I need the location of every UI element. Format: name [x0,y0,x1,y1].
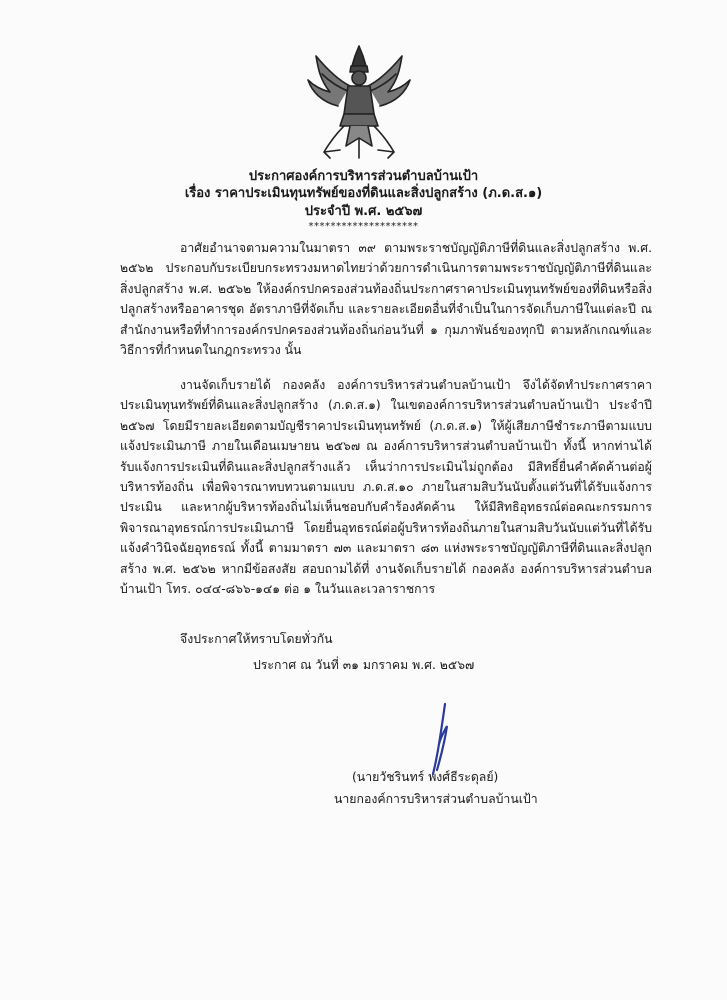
paragraph-1 [120,238,652,360]
signatory-title: นายกองค์การบริหารส่วนตำบลบ้านเป้า [334,792,538,806]
signatory-name: (นายวัชรินทร์ พงศ์ธีระดุลย์) [352,770,499,784]
paragraph-1-text: อาศัยอำนาจตามความในมาตรา ๓๙ ตามพระราชบัญญัติภาษีที่ดินและสิ่งปลูกสร้าง พ.ศ. ๒๕๖๒ ประกอบกับระเบียบกระทรวงมหาดไทยว่าด้วยการดำเนินการตามพระราชบัญญัติภาษีที่ดินและสิ่งปลูกสร้าง พ.ศ. ๒๕๖๒ ให้องค์กรปกครองส่วนท้องถิ่นประกาศราคาประเมินทุนทรัพย์ของที่ดินหรือสิ่งปลูกสร้างหรืออาคารชุด อัตราภาษีที่จัดเก็บ และรายละเอียดอื่นที่จำเป็นในการจัดเก็บภาษีในแต่ละปี ณ สำนักงานหรือที่ทำการองค์กรปกครองส่วนท้องถิ่นก่อนวันที่ ๑ กุมภาพันธ์ของทุกปี ตามหลักเกณฑ์และวิธีการที่กำหนดในกฎกระทรวง นั้น [120,241,652,358]
paragraph-2 [120,375,652,599]
announcement-subject: เรื่อง ราคาประเมินทุนทรัพย์ของที่ดินและสิ่งปลูกสร้าง (ภ.ด.ส.๑) [184,186,543,201]
date-line: ประกาศ ณ วันที่ ๓๑ มกราคม พ.ศ. ๒๕๖๗ [253,658,475,672]
separator-stars: ******************** [308,221,419,232]
garuda-emblem [300,42,418,162]
paragraph-2-text: งานจัดเก็บรายได้ กองคลัง องค์การบริหารส่วนตำบลบ้านเป้า จึงได้จัดทำประกาศราคาประเมินทุนทรัพย์ที่ดินและสิ่งปลูกสร้าง (ภ.ด.ส.๑) ในเขตองค์การบริหารส่วนตำบลบ้านเป้า ประจำปี ๒๕๖๗ โดยมีรายละเอียดตามบัญชีราคาประเมินทุนทรัพย์ (ภ.ด.ส.๑) ให้ผู้เสียภาษีชำระภาษีตามแบบแจ้งประเมินภาษี ภายในเดือนเมษายน ๒๕๖๗ ณ องค์การบริหารส่วนตำบลบ้านเป้า ทั้งนี้ หากท่านได้รับแจ้งการประเมินที่ดินและสิ่งปลูกสร้างแล้ว เห็นว่าการประเมินไม่ถูกต้อง มีสิทธิ์ยื่นคำคัดค้านต่อผู้บริหารท้องถิ่น เพื่อพิจารณาทบทวนตามแบบ ภ.ด.ส.๑๐ ภายในสามสิบวันนับตั้งแต่วันที่ได้รับแจ้งการประเมิน และหากผู้บริหารท้องถิ่นไม่เห็นชอบกับคำร้องคัดค้าน ให้มีสิทธิอุทธรณ์ต่อคณะกรรมการพิจารณาอุทธรณ์การประเมินภาษี โดยยื่นอุทธรณ์ต่อผู้บริหารท้องถิ่นภายในสามสิบวันนับแต่วันที่ได้รับแจ้งคำวินิจฉัยอุทธรณ์ ทั้งนี้ ตามมาตรา ๗๓ และมาตรา ๘๓ แห่งพระราชบัญญัติภาษีที่ดินและสิ่งปลูกสร้าง พ.ศ. ๒๕๖๒ หากมีข้อสงสัย สอบถามได้ที่ งานจัดเก็บรายได้ กองคลัง องค์การบริหารส่วนตำบลบ้านเป้า โทร. ๐๔๔-๘๖๖-๑๔๑ ต่อ ๑ ในวันและเวลาราชการ [120,378,652,597]
announcement-title: ประกาศองค์การบริหารส่วนตำบลบ้านเป้า [248,169,479,184]
closing-line: จึงประกาศให้ทราบโดยทั่วกัน [180,632,333,646]
announcement-year: ประจำปี พ.ศ. ๒๕๖๗ [304,204,423,219]
